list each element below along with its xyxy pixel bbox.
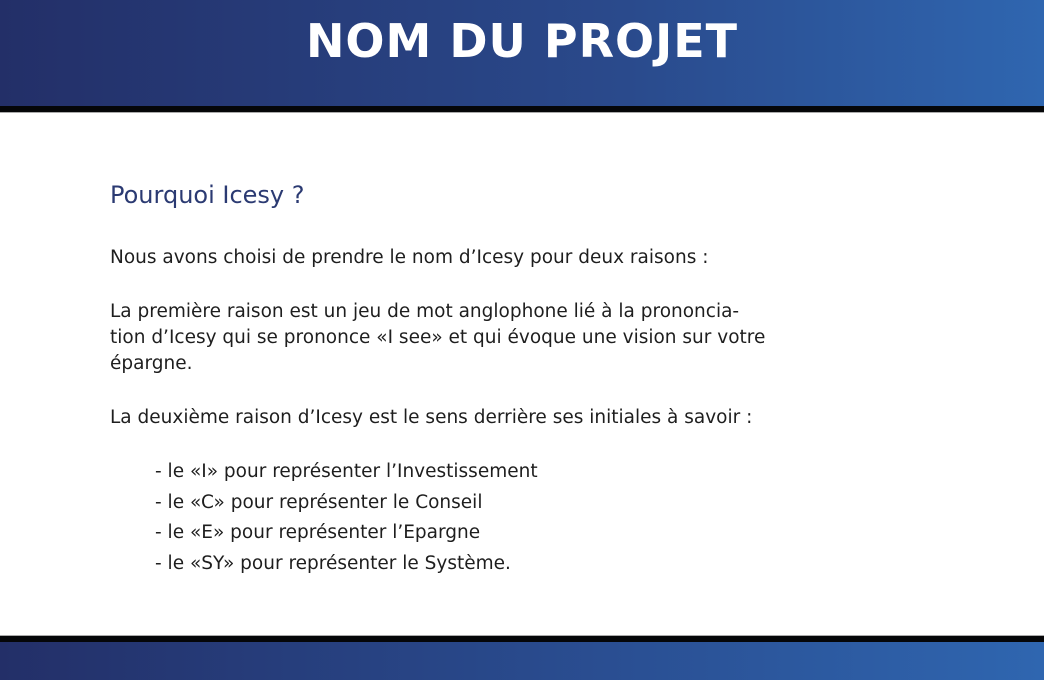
list-item: - le «C» pour représenter le Conseil [155, 491, 483, 513]
list-item: - le «SY» pour représenter le Système. [155, 552, 511, 574]
reason-1-line: épargne. [110, 353, 193, 374]
intro-text: Nous avons choisi de prendre le nom d’Icesy pour deux raisons : [110, 247, 709, 268]
reason-1-line: tion d’Icesy qui se prononce «I see» et qui évoque une vision sur votre [110, 327, 766, 348]
top-divider [0, 106, 1044, 113]
reason-1-text [110, 299, 810, 377]
slide-content [110, 178, 810, 579]
reason-2-text: La deuxième raison d’Icesy est le sens derrière ses initiales à savoir : [110, 407, 753, 428]
reason-1-line: La première raison est un jeu de mot anglophone lié à la prononcia- [110, 301, 740, 322]
footer-banner [0, 642, 1044, 680]
header-banner [0, 0, 1044, 106]
section-heading: Pourquoi Icesy ? [110, 181, 305, 209]
bottom-divider [0, 635, 1044, 642]
list-item: - le «E» pour représenter l’Epargne [155, 522, 481, 543]
project-title: NOM DU PROJET [305, 14, 739, 68]
initials-list [110, 457, 810, 579]
list-item: - le «I» pour représenter l’Investissement [155, 461, 538, 482]
